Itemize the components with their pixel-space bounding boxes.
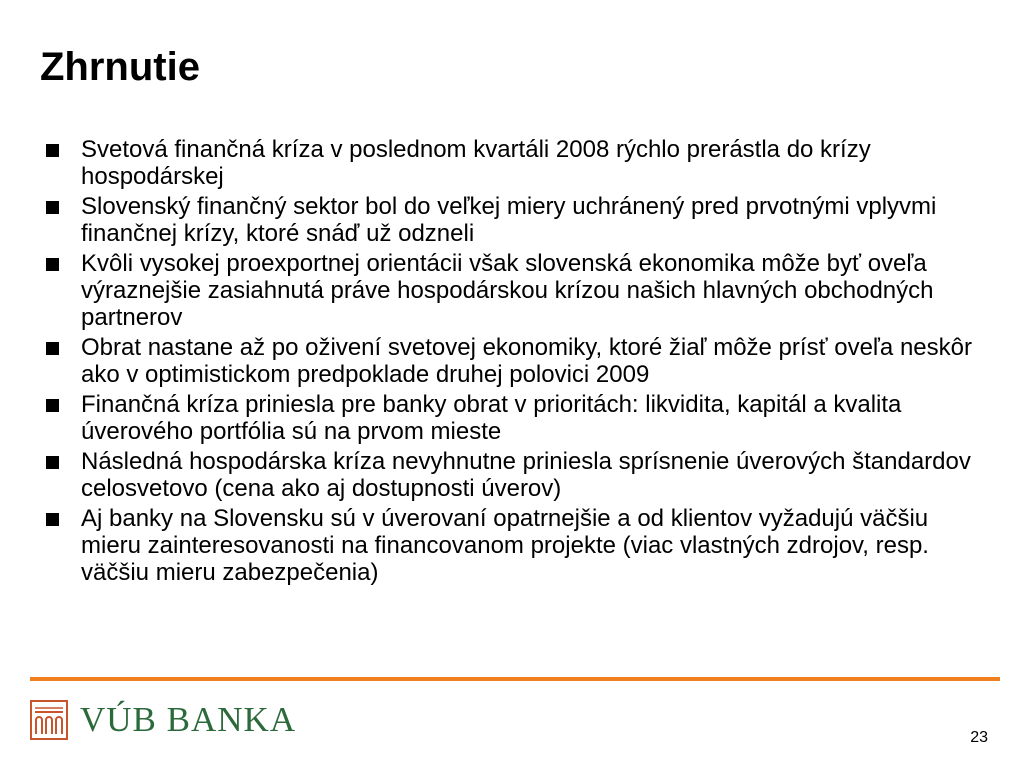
square-bullet-icon — [46, 399, 59, 412]
bullet-list — [46, 136, 986, 589]
square-bullet-icon — [46, 456, 59, 469]
list-item — [46, 193, 986, 247]
bullet-text: Slovenský finančný sektor bol do veľkej miery uchránený pred prvotnými vplyvmi finančnej krízy, ktoré snáď už odzneli — [81, 193, 937, 247]
list-item — [46, 391, 986, 445]
footer-divider — [30, 677, 1000, 681]
logo-text: VÚB BANKA — [80, 700, 297, 739]
list-item — [46, 505, 986, 586]
list-item — [46, 334, 986, 388]
bullet-text: Následná hospodárska kríza nevyhnutne priniesla sprísnenie úverových štandardov celosvetovo (cena ako aj dostupnosti úverov) — [81, 448, 971, 502]
bullet-text: Kvôli vysokej proexportnej orientácii však slovenská ekonomika môže byť oveľa výraznejšie zasiahnutá práve hospodárskou krízou našich hlavných obchodných partnerov — [81, 250, 934, 331]
square-bullet-icon — [46, 201, 59, 214]
vub-bank-building-icon — [30, 700, 68, 740]
bullet-text: Finančná kríza priniesla pre banky obrat v prioritách: likvidita, kapitál a kvalita úverového portfólia sú na prvom mieste — [81, 391, 902, 445]
bullet-text: Obrat nastane až po oživení svetovej ekonomiky, ktoré žiaľ môže prísť oveľa neskôr ako v optimistickom predpoklade druhej polovici 2009 — [81, 334, 972, 388]
list-item — [46, 136, 986, 190]
vub-banka-logo — [30, 700, 296, 740]
square-bullet-icon — [46, 258, 59, 271]
bullet-text: Aj banky na Slovensku sú v úverovaní opatrnejšie a od klientov vyžadujú väčšiu mieru zainteresovanosti na financovanom projekte (viac vlastných zdrojov, resp. väčšiu mieru zabezpečenia) — [81, 505, 929, 586]
page-number: 23 — [970, 729, 988, 746]
square-bullet-icon — [46, 144, 59, 157]
square-bullet-icon — [46, 513, 59, 526]
list-item — [46, 448, 986, 502]
bullet-text: Svetová finančná kríza v poslednom kvartáli 2008 rýchlo prerástla do krízy hospodárskej — [81, 136, 871, 190]
square-bullet-icon — [46, 342, 59, 355]
list-item — [46, 250, 986, 331]
page-title: Zhrnutie — [40, 45, 200, 89]
